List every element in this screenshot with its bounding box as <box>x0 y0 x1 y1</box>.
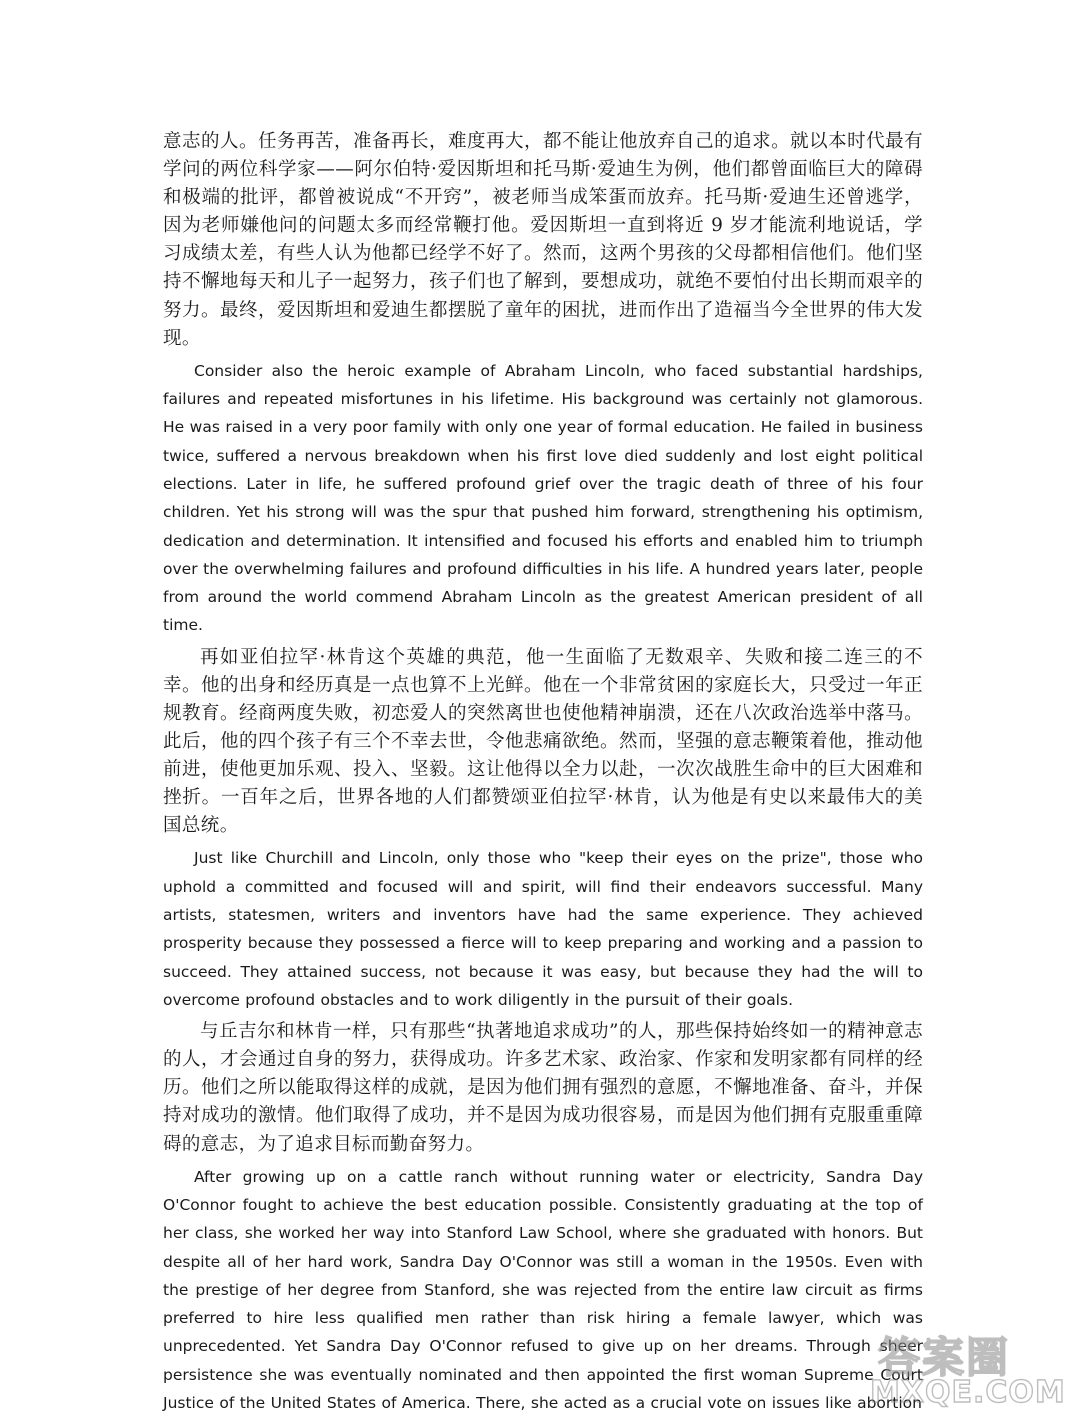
paragraph-churchill-lincoln-zh: 与丘吉尔和林肯一样，只有那些“执著地追求成功”的人，那些保持始终如一的精神意志的人，才会通过自身的努力，获得成功。许多艺术家、政治家、作家和发明家都有同样的经历。他们之所以能取得这样的成就，是因为他们拥有强烈的意愿，不懈地准备、奋斗，并保持对成功的激情。他们取得了成功，并不是因为成功很容易，而是因为他们拥有克服重重障碍的意志，为了追求目标而勤奋努力。 <box>163 1021 923 1155</box>
site-watermark-logo <box>870 1325 1066 1413</box>
paragraph-einstein-edison-zh: 意志的人。任务再苦，准备再长，难度再大，都不能让他放弃自己的追求。就以本时代最有学问的两位科学家——阿尔伯特·爱因斯坦和托马斯·爱迪生为例，他们都曾面临巨大的障碍和极端的批评，都曾被说成“不开窍”，被老师当成笨蛋而放弃。托马斯·爱迪生还曾逃学，因为老师嫌他问的问题太多而经常鞭打他。爱因斯坦一直到将近 9 岁才能流利地说话，学习成绩太差，有些人认为他都已经学不好了。然而，这两个男孩的父母都相信他们。他们坚持不懈地每天和儿子一起努力，孩子们也了解到，要想成功，就绝不要怕付出长期而艰辛的努力。最终，爱因斯坦和爱迪生都摆脱了童年的困扰，进而作出了造福当今全世界的伟大发现。 <box>163 131 923 349</box>
paragraph-lincoln-zh: 再如亚伯拉罕·林肯这个英雄的典范，他一生面临了无数艰辛、失败和接二连三的不幸。他的出身和经历真是一点也算不上光鲜。他在一个非常贫困的家庭长大，只受过一年正规教育。经商两度失败，初恋爱人的突然离世也使他精神崩溃，还在八次政治选举中落马。此后，他的四个孩子有三个不幸去世，令他悲痛欲绝。然而，坚强的意志鞭策着他，推动他前进，使他更加乐观、投入、坚毅。这让他得以全力以赴，一次次战胜生命中的巨大困难和挫折。一百年之后，世界各地的人们都赞颂亚伯拉罕·林肯，认为他是有史以来最伟大的美国总统。 <box>163 646 923 837</box>
watermark-logo-text: 答案圈 <box>878 1333 1011 1382</box>
watermark-domain-text: MXQE.COM <box>870 1375 1066 1410</box>
document-body <box>163 128 923 1417</box>
paragraph-churchill-lincoln-en: Just like Churchill and Lincoln, only those who "keep their eyes on the prize", those who uphold a committed and focused will and spirit, will find their endeavors successful. Many artists, statesmen, writers and inventors have had the same experience. They achieved prosperity because they possessed a fierce will to keep preparing and working and a passion to succeed. They attained success, not because it was easy, but because they had the will to overcome profound obstacles and to work diligently in the pursuit of their goals. <box>163 849 923 1009</box>
paragraph-oconnor-en: After growing up on a cattle ranch without running water or electricity, Sandra Day O'Connor fought to achieve the best education possible. Consistently graduating at the top of her class, she worked her way into Stanford Law School, where she graduated with honors. But despite all of her hard work, Sandra Day O'Connor was still a woman in the 1950s. Even with the prestige of her degree from Stanford, she was rejected from the entire law circuit as firms preferred to hire less qualified men rather than risk hiring a female lawyer, which was unprecedented. Yet Sandra Day O'Connor refused to give up on her dreams. Through sheer persistence she was eventually nominated and then appointed the first woman Supreme Court Justice of the United States of America. There, she acted as a crucial vote on issues like abortion <box>163 1167 923 1412</box>
paragraph-lincoln-en: Consider also the heroic example of Abraham Lincoln, who faced substantial hardships, failures and repeated misfortunes in his lifetime. His background was certainly not glamorous. He was raised in a very poor family with only one year of formal education. He failed in business twice, suffered a nervous breakdown when his first love died suddenly and lost eight political elections. Later in life, he suffered profound grief over the tragic death of three of his four children. Yet his strong will was the spur that pushed him forward, strengthening his optimism, dedication and determination. It intensified and focused his efforts and enabled him to triumph over the overwhelming failures and profound difficulties in his life. A hundred years later, people from around the world commend Abraham Lincoln as the greatest American president of all time. <box>163 361 923 635</box>
